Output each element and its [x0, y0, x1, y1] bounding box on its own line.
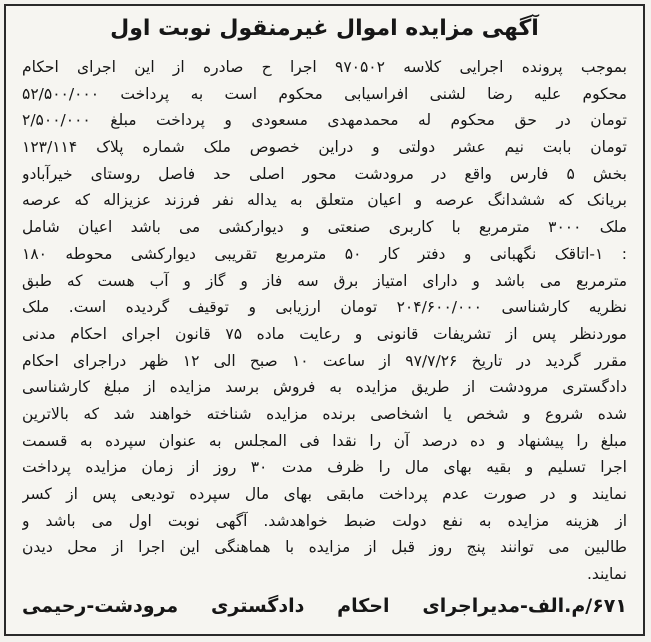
notice-line-3: تومان در حق محکوم له محمدمهدی مسعودی و پرداخت مبلغ ۲/۵۰۰/۰۰۰ [22, 111, 627, 130]
notice-line-11: مورد‌نظر پس از تشریفات قانونی و رعایت ماده ۷۵ قانون اجرای احکام مدنی [22, 324, 627, 343]
notice-line-8: : ۱-اتاقک نگهبانی و دفتر کار ۵۰ مترمربع تقریبی دیوارکشی محوطه ۱۸۰ [22, 244, 627, 263]
notice-line-13: دادگستری مرودشت از طریق مزایده به فروش برسد مزایده از مبلغ کارشناسی [22, 378, 627, 397]
notice-title: آگهی مزایده اموال غیرمنقول نوبت اول [110, 16, 539, 41]
notice-line-6: بریانک که ششدانگ عرصه و اعیان متعلق به یداله نفر فرزند عزیزاله که عرصه [22, 191, 627, 210]
notice-line-14: شده شروع و شخص یا اشخاصی برنده مزایده شناخته خواهند شد که بالاترین [22, 404, 627, 423]
notice-line-4: تومان بابت نیم عشر دولتی و دراین خصوص ملک شماره پلاک ۱۲۳/۱۱۴ [22, 138, 627, 157]
notice-body [22, 54, 627, 588]
notice-line-10: نظریه کارشناسی ۲۰۴/۶۰۰/۰۰۰ تومان ارزیابی و توقیف گردیده است. ملک [22, 298, 627, 317]
notice-line-15: مبلغ را پیشنهاد و ده درصد آن را نقدا فی المجلس به عنوان سپرده به قسمت [22, 431, 627, 450]
notice-frame [4, 4, 645, 636]
notice-line-5: بخش ۵ فارس واقع در مرودشت محور اصلی حد فاصل روستای خیرآبادو [22, 164, 627, 183]
notice-line-2: محکوم علیه رضا لشنی افراسیابی محکوم است به پرداخت ۵۲/۵۰۰/۰۰۰ [22, 84, 627, 103]
notice-line-16: اجرا تسلیم و بقیه بهای مال را ظرف مدت ۳۰ روز از زمان مزایده پرداخت [22, 458, 627, 477]
notice-line-18: از هزینه مزایده به نفع دولت ضبط خواهدشد. آگهی نوبت اول می باشد و [22, 511, 627, 530]
notice-line-12: مقرر گردید در تاریخ ۹۷/۷/۲۶ از ساعت ۱۰ صبح الی ۱۲ ظهر دراجرای احکام [22, 351, 627, 370]
notice-line-17: نمایند و در صورت عدم پرداخت مابقی بهای مال سپرده تودیعی پس از کسر [22, 485, 627, 503]
notice-line-9: مترمربع می باشد و دارای امتیاز برق سه فاز و گاز و آب هست که طبق [22, 271, 627, 290]
notice-footer-signature: ۶۷۱/م.الف-مدیراجرای احکام دادگستری مرودشت-رحیمی [22, 595, 627, 617]
notice-line-19: طالبین می توانند پنج روز قبل از مزایده با هماهنگی این اجرا از محل دیدن [22, 538, 627, 557]
notice-line-1: بموجب پرونده اجرایی کلاسه ۹۷۰۵۰۲ اجرا ح صادره از این اجرای احکام [22, 58, 627, 76]
notice-content [22, 14, 627, 626]
notice-line-7: ملک ۳۰۰۰ مترمربع با کاربری صنعتی و دیوارکشی می باشد اعیان شامل [22, 218, 627, 237]
notice-line-20: نمایند. [586, 565, 627, 584]
